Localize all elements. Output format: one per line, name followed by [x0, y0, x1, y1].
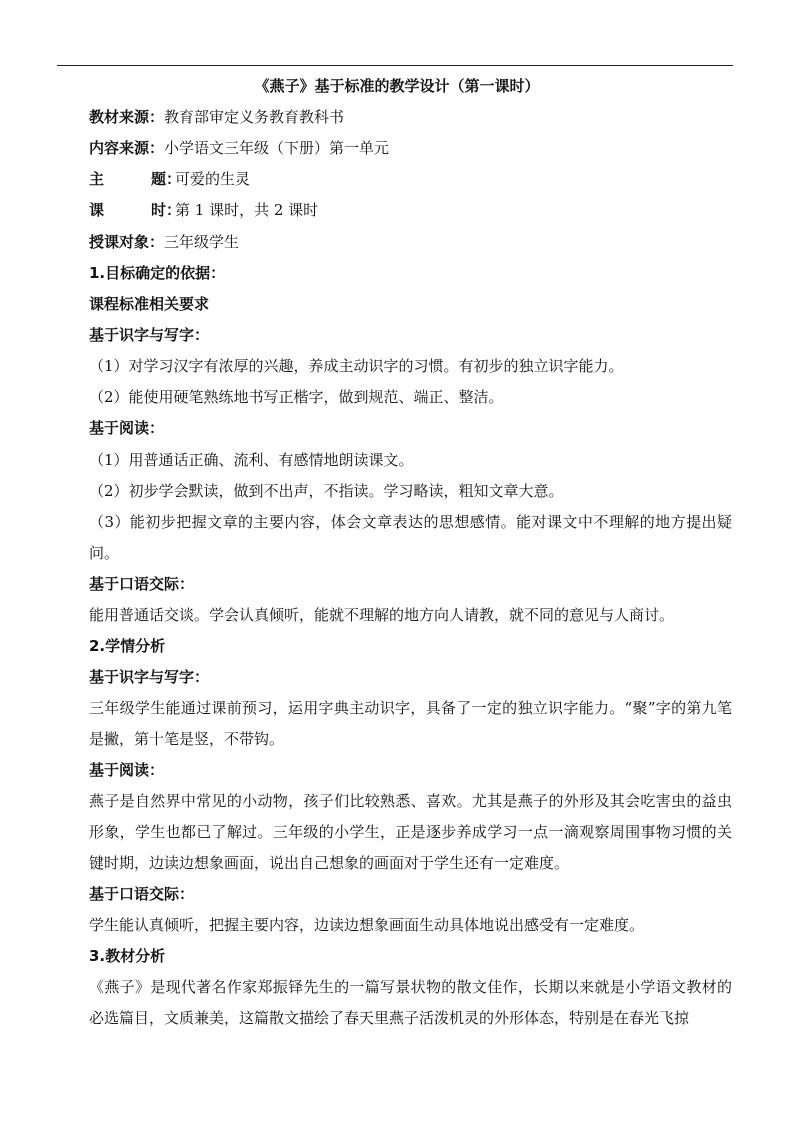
- section2-heading: 2.学情分析: [89, 637, 166, 655]
- meta-period: [89, 200, 318, 220]
- section2-oral-text: 学生能认真倾听，把握主要内容，边读边想象画面生动具体地说出感受有一定难度。: [89, 916, 645, 934]
- meta-label: 课 时：: [89, 201, 182, 219]
- section2-write-heading: 基于识字与写字：: [89, 668, 210, 686]
- meta-value: 三年级学生: [164, 233, 240, 251]
- meta-content-source: [89, 138, 389, 158]
- write-item: （1）对学习汉字有浓厚的兴趣，养成主动识字的习惯。有初步的独立识字能力。: [89, 357, 624, 375]
- header-rule: [57, 65, 733, 66]
- section1-subheading: 课程标准相关要求: [89, 295, 210, 313]
- section2-read-text: 燕子是自然界中常见的小动物，孩子们比较熟悉、喜欢。尤其是燕子的外形及其会吃害虫的益虫形象，学生也都已了解过。三年级的小学生，正是逐步养成学习一点一滴观察周围事物习惯的关键时期，边读边想象画面，说出自己想象的画面对于学生还有一定难度。: [89, 792, 732, 872]
- section2-write-text: 三年级学生能通过课前预习，运用字典主动识字，具备了一定的独立识字能力。“聚”字的第九笔是撇，第十笔是竖，不带钩。: [89, 699, 732, 748]
- meta-audience: [89, 232, 239, 252]
- write-item: （2）能使用硬笔熟练地书写正楷字，做到规范、端正、整洁。: [89, 388, 504, 406]
- read-item: （3）能初步把握文章的主要内容，体会文章表达的思想感情。能对课文中不理解的地方提出疑问。: [89, 513, 732, 562]
- section1-heading: 1.目标确定的依据：: [89, 264, 226, 282]
- meta-value: 教育部审定义务教育教科书: [164, 108, 345, 126]
- section3-text: 《燕子》是现代著名作家郑振铎先生的一篇写景状物的散文佳作，长期以来就是小学语文教材的必选篇目，文质兼美，这篇散文描绘了春天里燕子活泼机灵的外形体态，特别是在春光飞掠: [89, 978, 732, 1027]
- meta-label: 教材来源：: [89, 108, 165, 126]
- read-item: （1）用普通话正确、流利、有感情地朗读课文。: [89, 451, 414, 469]
- document-title: 《燕子》基于标准的教学设计（第一课时）: [254, 77, 540, 95]
- section3-heading: 3.教材分析: [89, 947, 166, 965]
- section1-read-heading: 基于阅读：: [89, 419, 165, 437]
- meta-label: 授课对象：: [89, 233, 165, 251]
- meta-theme: [89, 169, 250, 189]
- read-item: （2）初步学会默读，做到不出声，不指读。学习略读，粗知文章大意。: [89, 482, 564, 500]
- meta-value: 可爱的生灵: [175, 170, 251, 188]
- meta-value: 小学语文三年级（下册）第一单元: [164, 139, 390, 157]
- oral-text: 能用普通话交谈。学会认真倾听，能就不理解的地方向人请教，就不同的意见与人商讨。: [89, 606, 675, 624]
- meta-label: 内容来源：: [89, 139, 165, 157]
- meta-textbook-source: [89, 107, 344, 127]
- meta-label: 主 题：: [89, 170, 182, 188]
- section1-write-heading: 基于识字与写字：: [89, 326, 210, 344]
- section1-oral-heading: 基于口语交际：: [89, 575, 195, 593]
- section2-oral-heading: 基于口语交际：: [89, 885, 195, 903]
- meta-value: 第 1 课时，共 2 课时: [175, 201, 319, 219]
- section2-read-heading: 基于阅读：: [89, 761, 165, 779]
